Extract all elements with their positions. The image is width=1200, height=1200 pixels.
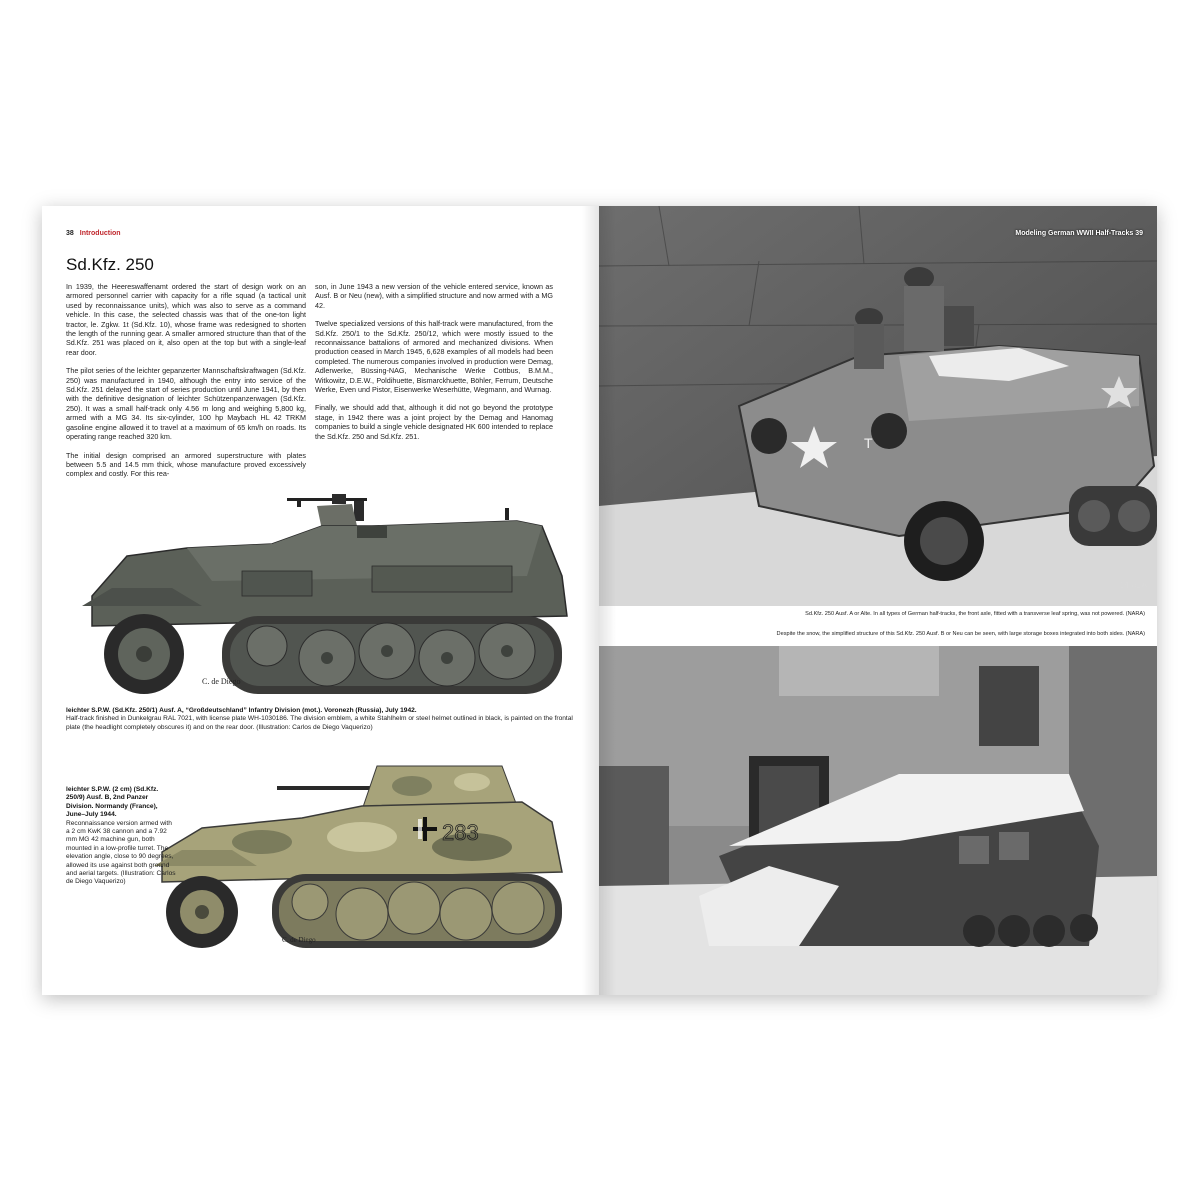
section-title: Introduction: [79, 230, 121, 237]
paragraph: The initial design comprised an armored superstructure with plates between 5.5 and 14.5 mm thick, whose manufacture proved excessively complex and costly. For this rea-: [66, 450, 306, 479]
book-title: Modeling German WWII Half-Tracks: [1015, 230, 1134, 237]
page-number-right: 39: [1135, 230, 1143, 237]
vehicle-marking: T: [864, 435, 873, 451]
photo-number-mark: 14 01A: [1119, 580, 1148, 590]
left-page: [42, 206, 599, 995]
running-head-left: [66, 230, 121, 237]
vehicle-illustration-250-1: [72, 486, 577, 701]
vehicle-illustration-250-9: [142, 762, 582, 967]
page-number-left: 38: [66, 230, 74, 237]
caption-body: Half-track finished in Dunkelgrau RAL 7021, with license plate WH-1030186. The division emblem, a white Stahlhelm or steel helmet outlined in black, is painted on the frontal plate (the headlight completely obscures it) and on the rear door. (Illustration: Carlos de Diego Vaquerizo): [66, 715, 573, 731]
paragraph: son, in June 1943 a new version of the vehicle entered service, known as Ausf. B or Neu (new), with a simplified structure and now armed with a MG 42.: [315, 282, 553, 310]
photo-halftrack-with-soldiers: [599, 206, 1157, 606]
paragraph: Twelve specialized versions of this half-track were manufactured, from the Sd.Kfz. 250/1 to the Sd.Kfz. 250/12, which were mostly issued to the reconnaissance battalions of armored and mechanized divisions. When production ceased in March 1945, 6,628 examples of all models had been completed. The numerous companies involved in production were Demag, Adlerwerke, Büssing-NAG, Mechanische Werke Cottbus, B.M.M., Witkowitz, D.E.W., Poldihuette, Bismarckhuette, Böhler, Ferrum, Deutsche Werke, Even und Pistor, Eisenwerke Weserhütte, Wegmann, and Wurnag.: [315, 319, 553, 395]
right-page: [599, 206, 1157, 995]
text-column-2: [315, 282, 553, 450]
paragraph: The pilot series of the leichter gepanzerter Mannschaftskraftwagen (Sd.Kfz. 250) was manufactured in 1940, although the entry into service of the Sd.Kfz. 251 delayed the start of series production until June 1941, by then with the definitive designation of leichter Schützenpanzerwagen (Sd.Kfz. 250). It was a small half-track only 4.56 m long and weighing 5,800 kg, armed with a MG 34. Its six-cylinder, 100 hp Maybach HL 42 TRKM gasoline engine allowed it to travel at a maximum of 65 km/h on roads. Its operating range reached 320 km.: [66, 366, 306, 442]
text-column-1: [66, 282, 306, 488]
paragraph: In 1939, the Heereswaffenamt ordered the start of design work on an armored personnel carrier with capacity for a rifle squad (a tactical unit used by reconnaissance units), which was also to serve as a command vehicle. In this case, the selected chassis was that of the one-ton light tractor, le. Zgkw. 1t (Sd.Kfz. 10), whose frame was redesigned to shorten the length of the running gear. A smaller armored structure than that of the Sd.Kfz. 251 was placed on it, also open at the top but with a single-leaf rear door.: [66, 282, 306, 357]
photo-caption-1: Sd.Kfz. 250 Ausf. A or Alte. In all types of German half-tracks, the front axle, fitted with a transverse leaf spring, was not powered. (NARA): [805, 611, 1145, 617]
photo-caption-2: Despite the snow, the simplified structure of this Sd.Kfz. 250 Ausf. B or Neu can be seen, with large storage boxes integrated into both sides. (NARA): [776, 631, 1145, 637]
illustration-credit: C. de Diego: [282, 936, 316, 944]
hull-number: 283: [442, 820, 479, 845]
chapter-heading: Sd.Kfz. 250: [66, 255, 154, 274]
caption-title: leichter S.P.W. (Sd.Kfz. 250/1) Ausf. A, “Großdeutschland” Infantry Division (mot.). Voronezh (Russia), July 1942.: [66, 707, 417, 714]
illustration-credit: C. de Diego: [202, 677, 241, 686]
book-spread: [42, 206, 1157, 995]
caption-title: leichter S.P.W. (2 cm) (Sd.Kfz. 250/9) Ausf. B, 2nd Panzer Division. Normandy (France), June–July 1944.: [66, 786, 159, 819]
paragraph: Finally, we should add that, although it did not go beyond the prototype stage, in 1942 there was a joint project by the Demag and Hanomag companies to build a single vehicle designated HK 600 intended to replace the Sd.Kfz. 250 and Sd.Kfz. 251.: [315, 403, 553, 441]
illustration-caption-1: [66, 707, 576, 732]
running-head-right: [1015, 230, 1143, 237]
caption-body: Reconnaissance version armed with a 2 cm KwK 38 cannon and a 7.92 mm MG 42 machine gun, both mounted in a low-profile turret. The elevation angle, close to 90 degrees, allowed its use against both ground and aerial targets. (Illustration: Carlos de Diego Vaquerizo): [66, 819, 176, 886]
illustration-caption-2: [66, 786, 176, 887]
photo-snow-covered-halftrack: [599, 646, 1157, 995]
